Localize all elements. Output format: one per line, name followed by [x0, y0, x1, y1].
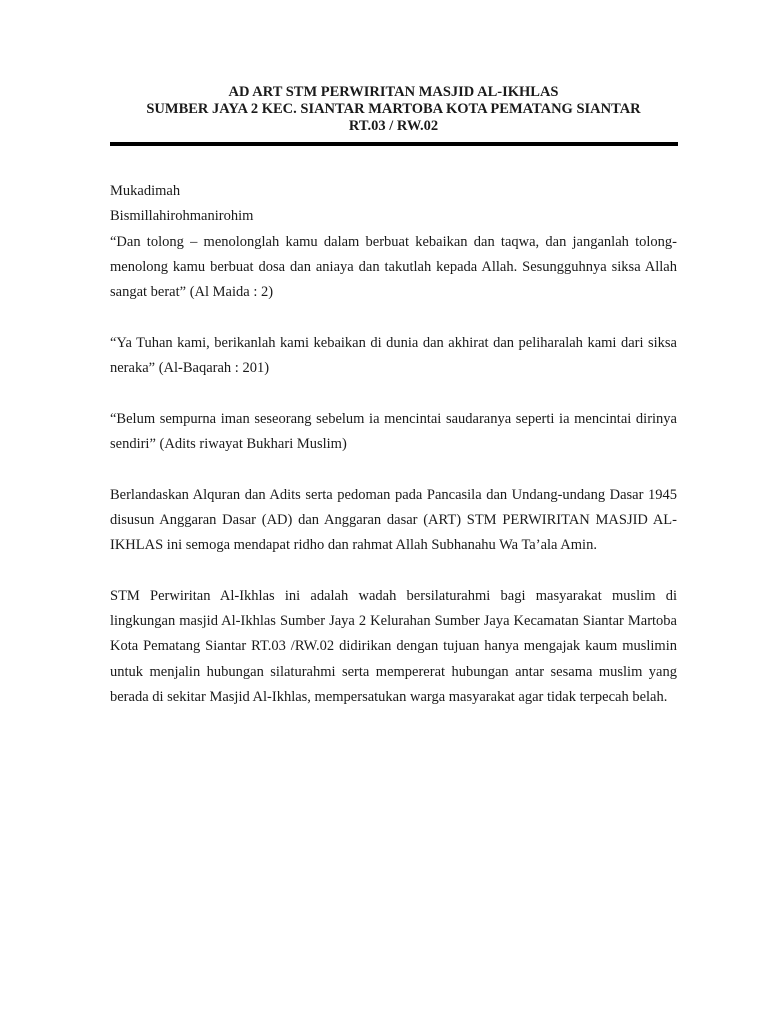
section-title: Mukadimah — [110, 183, 181, 199]
header-location: SUMBER JAYA 2 KEC. SIANTAR MARTOBA KOTA PEMATANG SIANTAR — [146, 101, 641, 117]
quote-al-baqarah: “Ya Tuhan kami, berikanlah kami kebaikan di dunia dan akhirat dan peliharalah kami dari siksa neraka” (Al-Baqarah : 201) — [110, 334, 677, 377]
quote-hadith: “Belum sempurna iman seseorang sebelum ia mencintai saudaranya seperti ia mencintai dirinya sendiri” (Adits riwayat Bukhari Muslim) — [110, 410, 677, 452]
quote-al-maida: “Dan tolong – menolonglah kamu dalam berbuat kebaikan dan taqwa, dan janganlah tolong-menolong kamu berbuat dosa dan aniaya dan takutlah kepada Allah. Sesungguhnya siksa Allah sangat berat” (Al Maida : 2) — [110, 233, 677, 301]
header-title: AD ART STM PERWIRITAN MASJID AL-IKHLAS — [228, 84, 559, 100]
document-body — [110, 179, 677, 710]
header-rt-rw: RT.03 / RW.02 — [348, 118, 439, 134]
paragraph-spacer — [110, 381, 677, 406]
paragraph-foundation: Berlandaskan Alquran dan Adits serta pedoman pada Pancasila dan Undang-undang Dasar 1945 disusun Anggaran Dasar (AD) dan Anggaran dasar (ART) STM PERWIRITAN MASJID AL-IKHLAS ini semoga mendapat ridho dan rahmat Allah Subhanahu Wa Ta’ala Amin. — [110, 486, 677, 554]
document-page — [110, 84, 677, 710]
basmalah: Bismillahirohmanirohim — [110, 208, 254, 225]
header-divider — [110, 142, 678, 146]
paragraph-spacer — [110, 457, 677, 482]
paragraph-purpose: STM Perwiritan Al-Ikhlas ini adalah wadah bersilaturahmi bagi masyarakat muslim di lingkungan masjid Al-Ikhlas Sumber Jaya 2 Kelurahan Sumber Jaya Kecamatan Siantar Martoba Kota Pematang Siantar RT.03 /RW.02 didirikan dengan tujuan hanya mengajak kaum muslimin untuk menjalin hubungan silaturahmi serta mempererat hubungan antar sesama muslim yang berada di sekitar Masjid Al-Ikhlas, mempersatukan warga masyarakat agar tidak terpecah belah. — [110, 587, 677, 705]
document-header — [110, 84, 677, 135]
paragraph-spacer — [110, 558, 677, 583]
paragraph-spacer — [110, 305, 677, 330]
